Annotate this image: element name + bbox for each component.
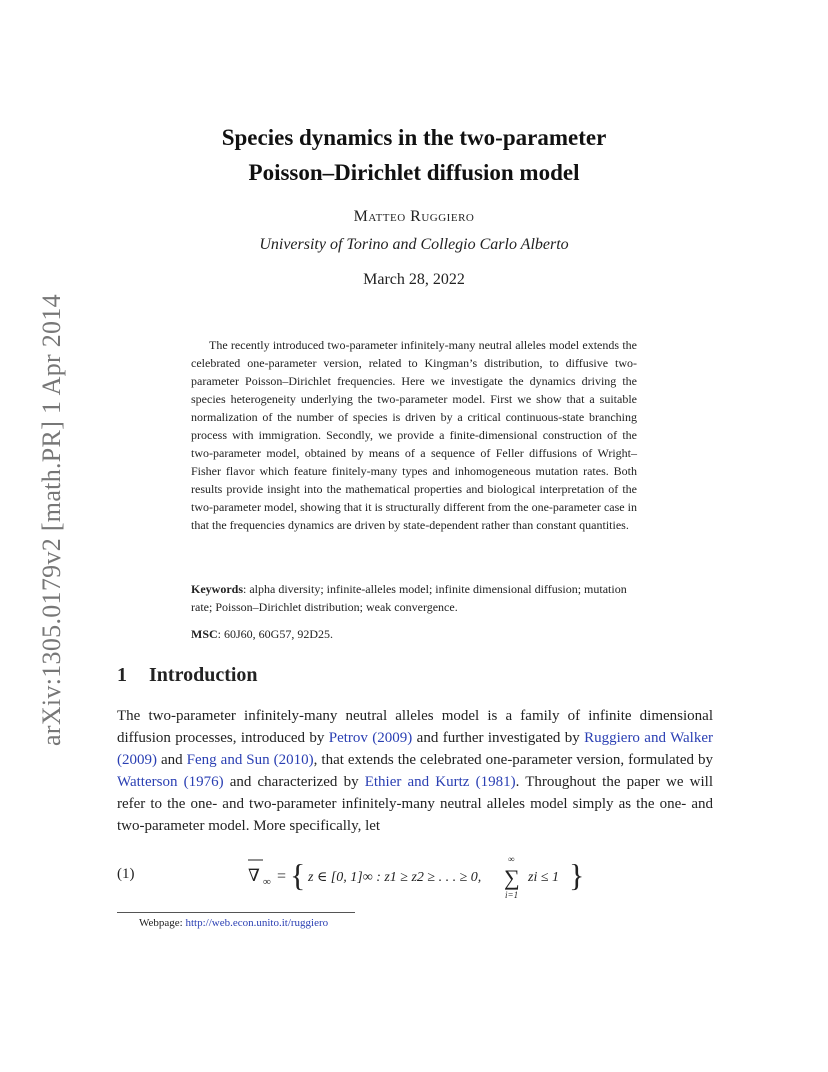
msc-label: MSC <box>191 627 218 641</box>
citation-ethier-kurtz-1981[interactable]: Ethier and Kurtz (1981) <box>364 774 516 790</box>
nabla-subscript: ∞ <box>263 876 271 888</box>
citation-ruggiero-walker-2009[interactable]: Ruggiero and Walker (2009) <box>117 730 713 768</box>
paper-date: March 28, 2022 <box>363 271 465 288</box>
arxiv-identifier: arXiv:1305.0179v2 [math.PR] 1 Apr 2014 <box>37 294 66 746</box>
keywords-label: Keywords <box>191 582 243 596</box>
sum-upper-limit: ∞ <box>508 854 515 864</box>
footnote-webpage-link[interactable]: http://web.econ.unito.it/ruggiero <box>185 917 329 929</box>
citation-watterson-1976[interactable]: Watterson (1976) <box>117 774 224 790</box>
intro-text: and characterized by <box>223 774 365 790</box>
section-heading-introduction <box>117 664 258 687</box>
msc-classification <box>191 625 641 643</box>
section-title: Introduction <box>149 664 258 686</box>
introduction-paragraph <box>117 705 713 837</box>
keywords <box>191 580 641 616</box>
intro-text: The two-parameter infinitely-many neutral alleles model is a family of infinite dimensional diffusion processes, introduced by <box>117 708 713 746</box>
keywords-text: : alpha diversity; infinite-alleles model; infinite dimensional diffusion; mutation rate; Poisson–Dirichlet distribution; weak convergence. <box>191 582 627 614</box>
equation-simplex <box>246 850 586 902</box>
intro-text: and <box>157 752 187 768</box>
left-brace: { <box>290 857 306 893</box>
set-condition: z ∈ [0, 1]∞ : z1 ≥ z2 ≥ . . . ≥ 0, <box>308 870 482 885</box>
citation-feng-sun-2010[interactable]: Feng and Sun (2010) <box>186 752 314 768</box>
title-line-2: Poisson–Dirichlet diffusion model <box>248 160 580 185</box>
author-affiliation: University of Torino and Collegio Carlo Alberto <box>259 236 569 253</box>
section-number: 1 <box>117 664 127 686</box>
citation-petrov-2009[interactable]: Petrov (2009) <box>328 730 413 746</box>
equals-sign: = <box>277 868 287 885</box>
title-line-1: Species dynamics in the two-parameter <box>221 125 607 150</box>
footnote-label: Webpage: <box>139 917 186 929</box>
footnote <box>139 917 328 929</box>
paper-title <box>114 120 714 190</box>
msc-text: : 60J60, 60G57, 92D25. <box>217 627 334 641</box>
footnote-rule <box>117 912 355 913</box>
sum-term: zi ≤ 1 <box>528 870 560 885</box>
sum-symbol: ∑ <box>504 865 520 890</box>
intro-text: and further investigated by <box>412 730 585 746</box>
author-text: Matteo Ruggiero <box>353 208 475 225</box>
equation-number: (1) <box>117 866 135 882</box>
abstract: The recently introduced two-parameter infinitely-many neutral alleles model extends the celebrated one-parameter version, related to Kingman’s distribution, to diffusive two-parameter Poisson–Dirichlet frequencies. Here we investigate the dynamics driving the species heterogeneity underlying the two-parameter model. First we show that a suitable normalization of the number of species is driven by a critical continuous-state branching process with immigration. Secondly, we provide a finite-dimensional construction of the two-parameter model, obtained by means of a sequence of Feller diffusions of Wright–Fisher flavor which feature finitely-many types and inhomogeneous mutation rates. Both results provide insight into the mathematical properties and biological interpretation of the two-parameter model, showing that it is structurally different from the one-parameter case in that the frequencies dynamics are driven by state-dependent rather than constant quantities. <box>191 338 637 532</box>
author-name <box>114 208 714 226</box>
sum-lower-limit: i=1 <box>505 890 519 900</box>
intro-text: , that extends the celebrated one-parameter version, formulated by <box>313 752 713 768</box>
right-brace: } <box>569 857 585 893</box>
intro-text: . Throughout the paper we will refer to the one- and two-parameter infinitely-many neutral alleles model simply as the one- and two-parameter model. More specifically, let <box>117 774 714 834</box>
nabla-symbol: ∇ <box>248 866 260 885</box>
